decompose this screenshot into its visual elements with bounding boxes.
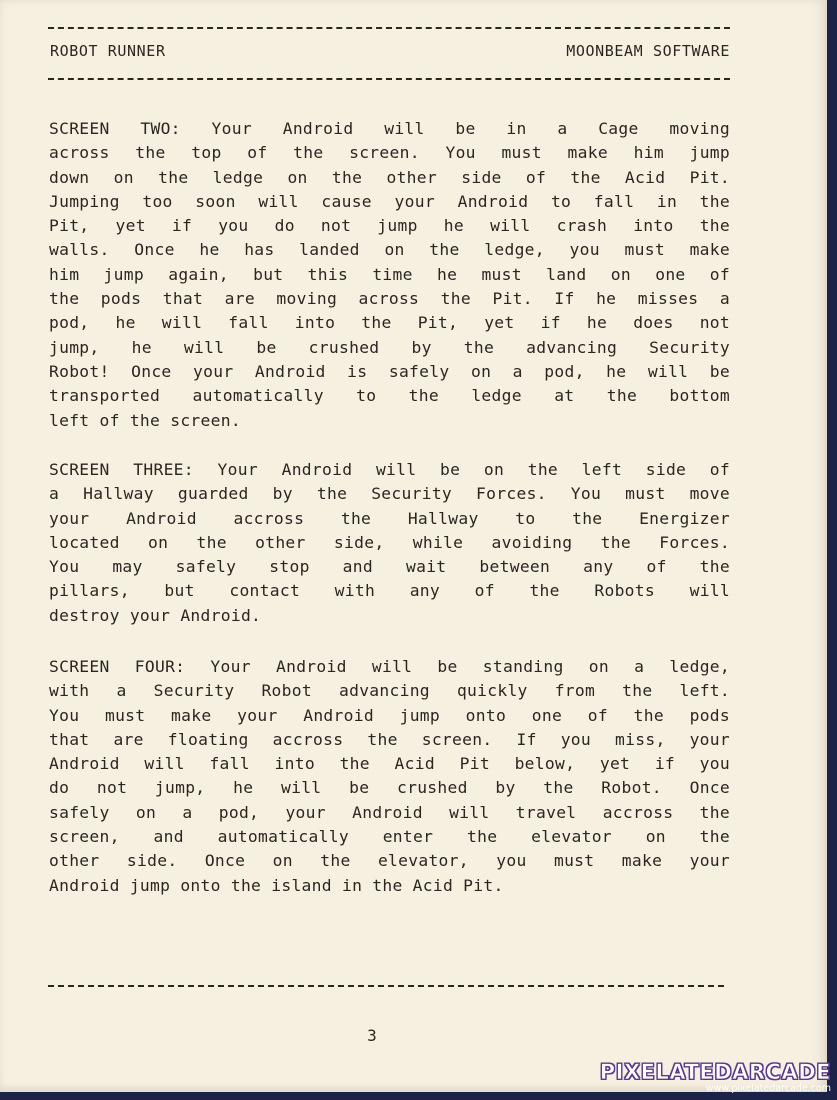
text-line: that are floating accross the screen. If you miss, your [49, 729, 730, 749]
text-line: Android jump onto the island in the Acid Pit. [49, 875, 504, 895]
text-line: You may safely stop and wait between any of the [49, 557, 730, 577]
text-line: pillars, but contact with any of the Robots will [49, 581, 730, 601]
text-line: pod, he will fall into the Pit, yet if he does not [49, 313, 730, 333]
section-screen-two [49, 117, 730, 433]
watermark-url: www.pixelatedarcade.com [705, 1083, 831, 1094]
text-line: walls. Once he has landed on the ledge, you must make [49, 240, 730, 260]
text-line: located on the other side, while avoiding the Forces. [49, 532, 730, 552]
text-line: left of the screen. [49, 410, 241, 430]
text-line: across the top of the screen. You must make him jump [49, 143, 730, 163]
header-title: ROBOT RUNNER [50, 42, 166, 60]
text-line: SCREEN FOUR: Your Android will be standing on a ledge, [49, 657, 730, 676]
text-line: destroy your Android. [49, 605, 262, 625]
text-line: Robot! Once your Android is safely on a pod, he will be [49, 361, 730, 381]
header-bottom-rule [48, 78, 730, 80]
text-line: Pit, yet if you do not jump he will crash into the [49, 216, 730, 236]
footer-rule [48, 985, 724, 987]
text-line: Android will fall into the Acid Pit below, yet if you [49, 754, 730, 774]
header-publisher: MOONBEAM SOFTWARE [566, 42, 730, 60]
header-top-rule [48, 27, 730, 29]
site-watermark [600, 1061, 831, 1094]
text-line: jump, he will be crushed by the advancing Security [49, 337, 730, 357]
text-line: transported automatically to the ledge at the bottom [49, 386, 730, 406]
section-screen-three [49, 458, 730, 628]
text-line: other side. Once on the elevator, you must make your [49, 851, 730, 871]
text-line: your Android accross the Hallway to the Energizer [49, 508, 730, 528]
text-line: SCREEN TWO: Your Android will be in a Cage moving [49, 119, 730, 138]
text-line: screen, and automatically enter the elevator on the [49, 827, 730, 847]
page-number: 3 [367, 1026, 377, 1045]
text-line: SCREEN THREE: Your Android will be on the left side of [49, 460, 730, 479]
text-line: a Hallway guarded by the Security Forces. You must move [49, 484, 730, 504]
text-line: You must make your Android jump onto one of the pods [49, 705, 730, 725]
text-line: safely on a pod, your Android will travel accross the [49, 802, 730, 822]
watermark-title: PIXELATEDARCADE [599, 1060, 831, 1084]
text-line: the pods that are moving across the Pit. If he misses a [49, 289, 730, 309]
text-line: with a Security Robot advancing quickly from the left. [49, 681, 730, 701]
text-line: down on the ledge on the other side of the Acid Pit. [49, 167, 730, 187]
text-line: him jump again, but this time he must land on one of [49, 264, 730, 284]
section-screen-four [49, 655, 730, 898]
text-line: do not jump, he will be crushed by the Robot. Once [49, 778, 730, 798]
text-line: Jumping too soon will cause your Android to fall in the [49, 191, 730, 211]
